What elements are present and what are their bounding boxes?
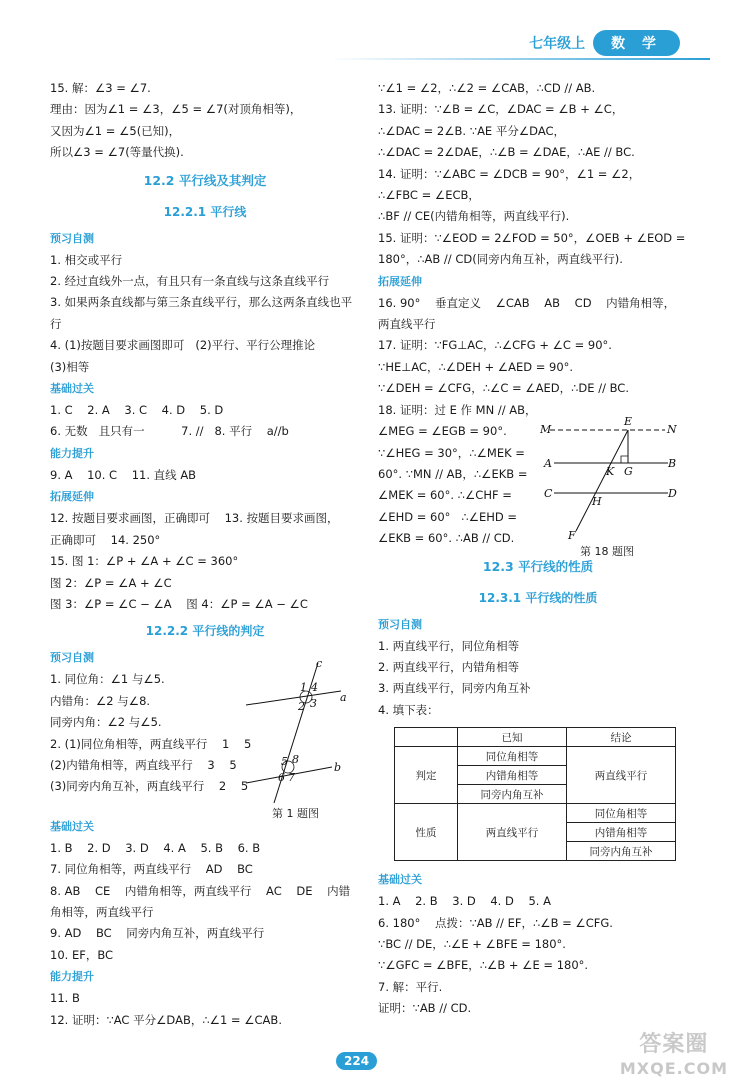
table-cell: 性质	[395, 804, 458, 861]
text-line: ∠MEK = 60°. ∴∠CHF =	[378, 488, 512, 503]
subject-badge: 数 学	[593, 30, 680, 56]
text-line: 9. A 10. C 11. 直线 AB	[50, 467, 197, 482]
text-line: 角相等，两直线平行	[50, 904, 154, 919]
text-line: 图 3：∠P = ∠C − ∠A 图 4：∠P = ∠A − ∠C	[50, 596, 308, 611]
section-title: 12.3 平行线的性质	[482, 558, 594, 574]
text-line: 9. AD BC 同旁内角互补，两直线平行	[50, 926, 265, 941]
text-line: 18. 证明：过 E 作 MN // AB，	[378, 402, 537, 417]
text-line: 1. C 2. A 3. C 4. D 5. D	[50, 403, 224, 418]
text-line: 6. 无数 且只有一 7. // 8. 平行 a//b	[50, 424, 289, 439]
text-line: ∠EHD = 60° ∴∠EHD =	[378, 509, 518, 524]
svg-text:5: 5	[281, 755, 288, 768]
svg-text:A: A	[544, 457, 552, 470]
svg-text:2: 2	[298, 700, 305, 713]
text-line: 1. 两直线平行，同位角相等	[378, 638, 520, 653]
text-line: 16. 90° 垂直定义 ∠CAB AB CD 内错角相等，	[378, 295, 676, 310]
text-line: ∠MEG = ∠EGB = 90°.	[378, 424, 507, 439]
figure-q18	[540, 415, 690, 565]
watermark-line: MXQE.COM	[619, 1059, 728, 1078]
tag-preview: 预习自测	[50, 231, 94, 245]
text-line: 12. 证明：∵AC 平分∠DAB，∴∠1 = ∠CAB.	[50, 1012, 282, 1027]
svg-text:N: N	[667, 423, 677, 436]
tag-extend: 拓展延伸	[378, 274, 422, 288]
text-line: ∵BC // DE，∴∠E + ∠BFE = 180°.	[378, 936, 566, 951]
text-line: 3. 两直线平行，同旁内角互补	[378, 681, 531, 696]
text-line: (2)内错角相等，两直线平行 3 5	[50, 757, 237, 772]
table-row	[395, 728, 676, 747]
text-line: 同旁内角：∠2 与∠5.	[50, 715, 162, 730]
text-line: 正确即可 14. 250°	[50, 532, 161, 547]
text-line: 1. 相交或平行	[50, 252, 123, 267]
svg-text:c: c	[316, 657, 323, 670]
svg-text:4: 4	[311, 681, 318, 694]
page-header	[529, 30, 680, 56]
svg-text:E: E	[624, 415, 633, 428]
text-line: 12. 按题目要求画图，正确即可 13. 按题目要求画图，	[50, 511, 339, 526]
text-line: 13. 证明：∵∠B = ∠C，∠DAC = ∠B + ∠C，	[378, 102, 624, 117]
text-line: ∴∠FBC = ∠ECB，	[378, 188, 480, 203]
text-line: 证明：∵AB // CD.	[378, 1001, 472, 1016]
svg-text:3: 3	[310, 697, 317, 710]
text-line: ∵∠1 = ∠2，∴∠2 = ∠CAB，∴CD // AB.	[378, 81, 596, 95]
grade-label: 七年级上	[529, 36, 586, 52]
table-cell: 内错角相等	[458, 766, 567, 785]
table-row	[395, 747, 676, 766]
text-line: 15. 证明：∵∠EOD = 2∠FOD = 50°，∠OEB + ∠EOD =	[378, 230, 686, 245]
tag-extend: 拓展延伸	[50, 490, 94, 504]
text-line: 17. 证明：∵FG⊥AC，∴∠CFG + ∠C = 90°.	[378, 338, 612, 353]
table-cell: 两直线平行	[458, 804, 567, 861]
text-line: 4. 填下表：	[378, 702, 439, 717]
table-cell	[395, 728, 458, 747]
svg-text:D: D	[668, 487, 677, 500]
left-column	[50, 78, 360, 1031]
text-line: 10. EF，BC	[50, 947, 114, 962]
text-line: 14. 证明：∵∠ABC = ∠DCB = 90°，∠1 = ∠2，	[378, 166, 641, 181]
svg-text:F: F	[568, 529, 576, 540]
text-line: 11. B	[50, 991, 80, 1006]
table-cell: 同位角相等	[567, 804, 676, 823]
table-header: 结论	[567, 728, 676, 747]
text-line: (3)同旁内角互补，两直线平行 2 5	[50, 779, 249, 794]
text-line: ∵HE⊥AC，∴∠DEH + ∠AED = 90°.	[378, 359, 574, 374]
text-line: ∠EKB = 60°. ∴AB // CD.	[378, 531, 515, 546]
svg-text:6: 6	[278, 771, 285, 784]
text-line: 3. 如果两条直线都与第三条直线平行，那么这两条直线也平行	[50, 295, 353, 331]
text-line: 1. A 2. B 3. D 4. D 5. A	[378, 894, 551, 909]
text-line: 图 2：∠P = ∠A + ∠C	[50, 575, 172, 590]
watermark-line: 答案圈	[639, 1032, 709, 1057]
text-line: 1. B 2. D 3. D 4. A 5. B 6. B	[50, 840, 261, 855]
text-line: 15. 图 1：∠P + ∠A + ∠C = 360°	[50, 554, 239, 569]
text-line: 两直线平行	[378, 317, 436, 332]
svg-text:G: G	[624, 465, 633, 478]
tag-ability: 能力提升	[50, 970, 94, 984]
svg-text:B: B	[668, 457, 677, 470]
table-cell: 两直线平行	[567, 747, 676, 804]
text-line: 2. 经过直线外一点，有且只有一条直线与这条直线平行	[50, 274, 330, 289]
svg-text:H: H	[592, 495, 602, 508]
text-line: 所以∠3 = ∠7(等量代换).	[50, 145, 184, 160]
table-cell: 内错角相等	[567, 823, 676, 842]
svg-text:8: 8	[292, 753, 299, 766]
figure-q1-caption: 第 1 题图	[272, 807, 319, 820]
text-line: 15. 解：∠3 = ∠7.	[50, 81, 151, 95]
tag-preview: 预习自测	[378, 617, 422, 631]
tag-ability: 能力提升	[50, 446, 94, 460]
text-line: (3)相等	[50, 359, 90, 374]
figure-q1	[236, 655, 366, 825]
text-line: 又因为∠1 = ∠5(已知)，	[50, 123, 181, 138]
text-line: 内错角：∠2 与∠8.	[50, 693, 151, 708]
table-cell: 同位角相等	[458, 747, 567, 766]
section-title: 12.2 平行线及其判定	[143, 172, 267, 188]
text-line: 4. (1)按题目要求画图即可 (2)平行、平行公理推论	[50, 338, 316, 353]
table-cell: 同旁内角互补	[458, 785, 567, 804]
svg-text:b: b	[334, 761, 342, 774]
text-line: 60°. ∵MN // AB，∴∠EKB =	[378, 466, 528, 481]
text-line: 1. 同位角：∠1 与∠5.	[50, 672, 165, 687]
text-line: 7. 解：平行.	[378, 979, 443, 994]
subsection-title: 12.2.2 平行线的判定	[145, 624, 265, 639]
svg-text:K: K	[606, 465, 615, 478]
tag-basic: 基础过关	[50, 382, 94, 396]
tag-basic: 基础过关	[378, 873, 422, 887]
text-line: 理由：因为∠1 = ∠3，∠5 = ∠7(对顶角相等)，	[50, 102, 302, 117]
text-line: 7. 同位角相等，两直线平行 AD BC	[50, 862, 253, 877]
table-row	[395, 804, 676, 823]
svg-text:a: a	[340, 691, 347, 704]
svg-text:1: 1	[300, 681, 307, 694]
text-line: 2. (1)同位角相等，两直线平行 1 5	[50, 736, 252, 751]
text-line: ∵∠HEG = 30°，∴∠MEK =	[378, 445, 525, 460]
tag-preview: 预习自测	[50, 651, 94, 665]
subsection-title: 12.3.1 平行线的性质	[478, 590, 598, 605]
figure-q1-diagram	[236, 655, 366, 805]
svg-text:M: M	[540, 423, 552, 436]
svg-text:C: C	[544, 487, 553, 500]
q15-block	[50, 78, 360, 164]
figure-q18-diagram	[540, 415, 690, 540]
figure-q18-caption: 第 18 题图	[580, 545, 634, 558]
text-line: ∵∠DEH = ∠CFG，∴∠C = ∠AED，∴DE // BC.	[378, 381, 629, 396]
watermark	[620, 1033, 728, 1081]
text-line: 180°，∴AB // CD(同旁内角互补，两直线平行).	[378, 252, 623, 267]
table-cell: 同旁内角互补	[567, 842, 676, 861]
svg-text:7: 7	[288, 771, 295, 784]
text-line: 2. 两直线平行，内错角相等	[378, 659, 520, 674]
page-number: 224	[336, 1052, 377, 1070]
header-rule	[330, 58, 710, 60]
tag-basic: 基础过关	[50, 819, 94, 833]
table-header: 已知	[458, 728, 567, 747]
text-line: 6. 180° 点拨：∵AB // EF，∴∠B = ∠CFG.	[378, 915, 613, 930]
text-line: ∴∠DAC = 2∠DAE，∴∠B = ∠DAE，∴AE // BC.	[378, 145, 635, 160]
text-line: ∴∠DAC = 2∠B. ∵AE 平分∠DAC，	[378, 123, 566, 138]
text-line: ∴BF // CE(内错角相等，两直线平行).	[378, 209, 570, 224]
summary-table	[394, 727, 676, 861]
text-line: ∵∠GFC = ∠BFE，∴∠B + ∠E = 180°.	[378, 958, 589, 973]
text-line: 8. AB CE 内错角相等，两直线平行 AC DE 内错	[50, 883, 351, 898]
table-cell: 判定	[395, 747, 458, 804]
subsection-title: 12.2.1 平行线	[163, 204, 247, 219]
